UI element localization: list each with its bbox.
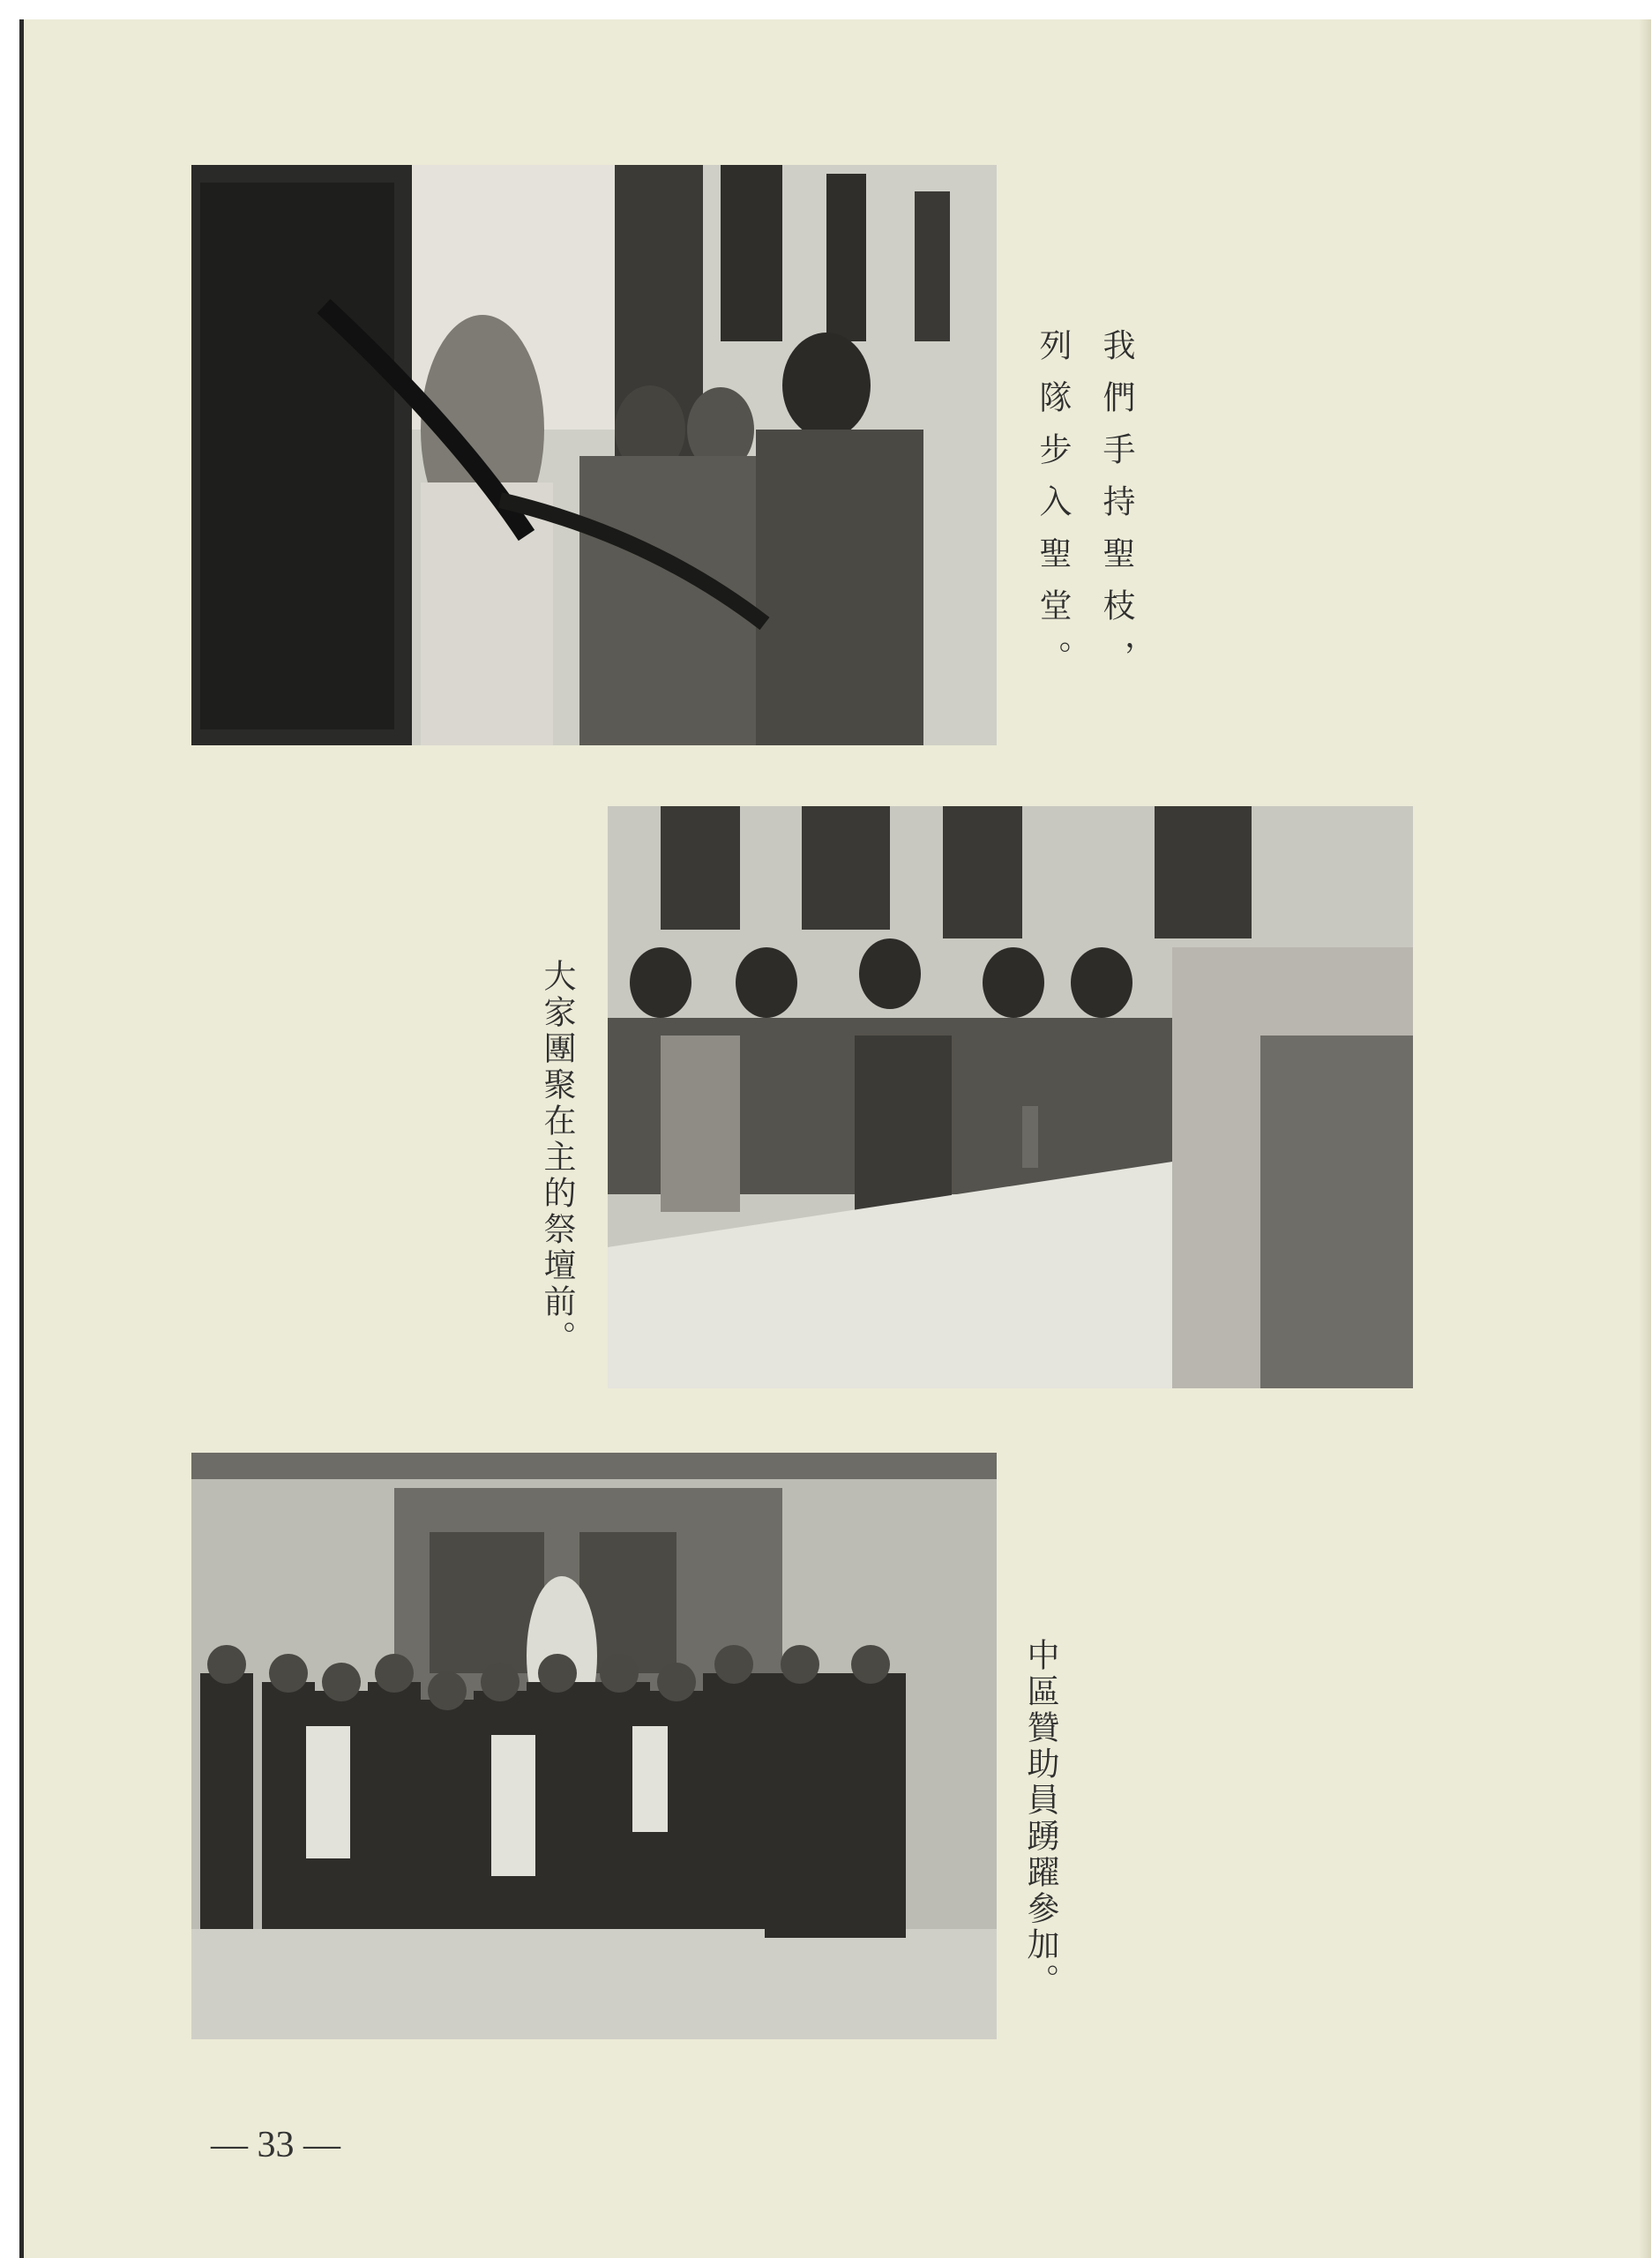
caption-group-portrait: 中區贊助員踴躍參加。 xyxy=(1021,1638,1059,2000)
page-edge-shadow xyxy=(1639,19,1651,2258)
photo-group-portrait xyxy=(191,1453,997,2039)
caption-palm-procession: 我們手持聖枝，列隊步入聖堂。 xyxy=(1034,328,1135,692)
photo-altar-gathering xyxy=(608,806,1413,1388)
document-page xyxy=(19,19,1651,2258)
page-number: — 33 — xyxy=(211,2125,340,2165)
caption-altar-gathering: 大家團聚在主的祭壇前。 xyxy=(538,959,576,1357)
photo-palm-procession xyxy=(191,165,997,745)
